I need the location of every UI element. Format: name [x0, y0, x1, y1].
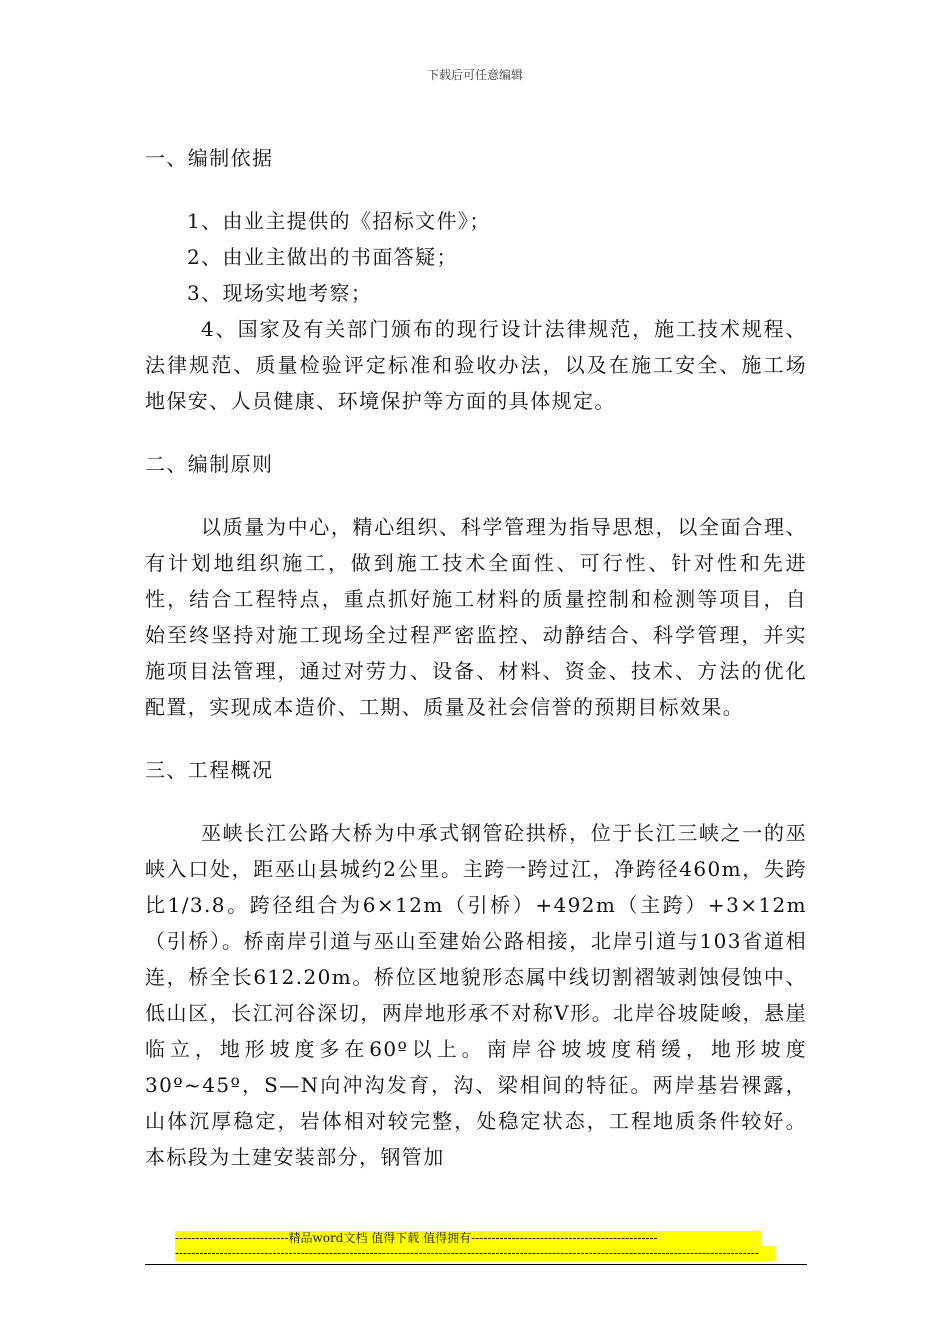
footer-banner-line-2: ------------------------------------------------------------------------------------------------------------------------------------------------ — [175, 1246, 775, 1261]
section3-paragraph: 巫峡长江公路大桥为中承式钢管砼拱桥，位于长江三峡之一的巫峡入口处，距巫山县城约2公里。主跨一跨过江，净跨径460m，失跨比1/3.8。跨径组合为6×12m（引桥）+492m（主跨）+3×12m（引桥）。桥南岸引道与巫山至建始公路相接，北岸引道与103省道相连，桥全长612.20m。桥位区地貌形态属中线切割褶皱剥蚀侵蚀中、低山区，长江河谷深切，两岸地形承不对称V形。北岸谷坡陡峻，悬崖临立，地形坡度多在60º以上。南岸谷坡坡度稍缓，地形坡度30º~45º，S—N向冲沟发育，沟、梁相间的特征。两岸基岩裸露，山体沉厚稳定，岩体相对较完整，处稳定状态，工程地质条件较好。本标段为土建安装部分，钢管加 — [145, 821, 807, 1169]
section2-heading: 二、编制原则 — [145, 452, 274, 476]
section1-item-4: 4、国家及有关部门颁布的现行设计法律规范，施工技术规程、法律规范、质量检验评定标准和验收办法，以及在施工安全、施工场地保安、人员健康、环境保护等方面的具体规定。 — [145, 317, 807, 413]
footer-divider — [145, 1264, 807, 1265]
document-body — [145, 140, 807, 1175]
section2-paragraph: 以质量为中心，精心组织、科学管理为指导思想，以全面合理、有计划地组织施工，做到施工技术全面性、可行性、针对性和先进性，结合工程特点，重点抓好施工材料的质量控制和检测等项目，自始至终坚持对施工现场全过程严密监控、动静结合、科学管理，并实施项目法管理，通过对劳力、设备、材料、资金、技术、方法的优化配置，实现成本造价、工期、质量及社会信誉的预期目标效果。 — [145, 515, 807, 719]
section1-item-2: 2、由业主做出的书面答疑； — [187, 245, 458, 269]
section3-heading: 三、工程概况 — [145, 758, 274, 782]
section1-heading: 一、编制依据 — [145, 146, 274, 170]
header-note: 下载后可任意编辑 — [426, 68, 523, 82]
section1-item-3: 3、现场实地考察； — [187, 281, 373, 305]
footer-banner-line-1: ----------------------------精品word文档 值得下载 值得拥有---------------------------------------------- — [175, 1231, 762, 1246]
section1-item-1: 1、由业主提供的《招标文件》； — [187, 209, 491, 233]
